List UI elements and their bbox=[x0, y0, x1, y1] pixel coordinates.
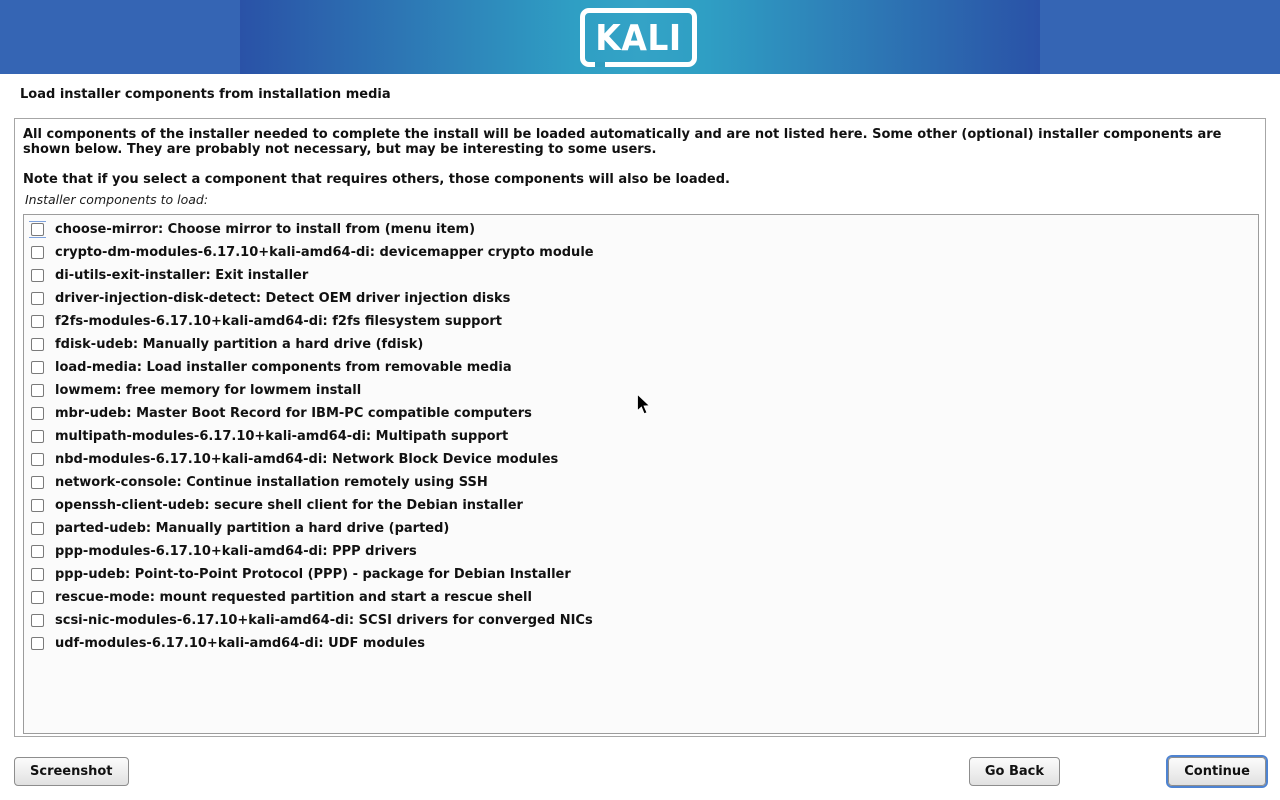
component-row[interactable] bbox=[24, 379, 1258, 402]
kali-logo-border-gap bbox=[595, 62, 605, 67]
component-checkbox[interactable] bbox=[31, 614, 44, 627]
component-row[interactable] bbox=[24, 356, 1258, 379]
installer-banner bbox=[0, 0, 1280, 74]
checkbox-focus-ring bbox=[29, 244, 46, 261]
component-checkbox[interactable] bbox=[31, 269, 44, 282]
footer-actions bbox=[14, 757, 1266, 787]
checkbox-focus-ring bbox=[29, 359, 46, 376]
component-checkbox[interactable] bbox=[31, 246, 44, 259]
component-label: scsi-nic-modules-6.17.10+kali-amd64-di: SCSI drivers for converged NICs bbox=[55, 613, 593, 628]
component-row[interactable] bbox=[24, 310, 1258, 333]
component-checkbox[interactable] bbox=[31, 315, 44, 328]
component-row[interactable] bbox=[24, 632, 1258, 655]
component-label: lowmem: free memory for lowmem install bbox=[55, 383, 362, 398]
component-label: driver-injection-disk-detect: Detect OEM driver injection disks bbox=[55, 291, 511, 306]
component-label: fdisk-udeb: Manually partition a hard drive (fdisk) bbox=[55, 337, 424, 352]
components-list-label: Installer components to load: bbox=[25, 192, 209, 207]
component-checkbox[interactable] bbox=[31, 568, 44, 581]
checkbox-focus-ring bbox=[29, 428, 46, 445]
checkbox-focus-ring bbox=[29, 474, 46, 491]
component-checkbox[interactable] bbox=[31, 430, 44, 443]
checkbox-focus-ring bbox=[29, 566, 46, 583]
component-checkbox[interactable] bbox=[31, 292, 44, 305]
component-checkbox[interactable] bbox=[31, 499, 44, 512]
component-checkbox[interactable] bbox=[31, 338, 44, 351]
component-label: openssh-client-udeb: secure shell client for the Debian installer bbox=[55, 498, 523, 513]
component-row[interactable] bbox=[24, 218, 1258, 241]
kali-logo bbox=[580, 8, 697, 67]
component-label: ppp-udeb: Point-to-Point Protocol (PPP) - package for Debian Installer bbox=[55, 567, 571, 582]
checkbox-focus-ring bbox=[29, 313, 46, 330]
checkbox-focus-ring bbox=[29, 405, 46, 422]
component-row[interactable] bbox=[24, 494, 1258, 517]
component-label: rescue-mode: mount requested partition and start a rescue shell bbox=[55, 590, 532, 605]
component-row[interactable] bbox=[24, 609, 1258, 632]
component-row[interactable] bbox=[24, 402, 1258, 425]
component-checkbox[interactable] bbox=[31, 637, 44, 650]
checkbox-focus-ring bbox=[29, 612, 46, 629]
component-checkbox[interactable] bbox=[31, 522, 44, 535]
checkbox-focus-ring bbox=[29, 543, 46, 560]
checkbox-focus-ring bbox=[29, 497, 46, 514]
go-back-button[interactable]: Go Back bbox=[969, 757, 1060, 786]
component-label: nbd-modules-6.17.10+kali-amd64-di: Network Block Device modules bbox=[55, 452, 559, 467]
component-label: ppp-modules-6.17.10+kali-amd64-di: PPP drivers bbox=[55, 544, 417, 559]
checkbox-focus-ring bbox=[29, 382, 46, 399]
component-row[interactable] bbox=[24, 264, 1258, 287]
component-row[interactable] bbox=[24, 287, 1258, 310]
note-text: Note that if you select a component that requires others, those components will also be loaded. bbox=[23, 172, 730, 187]
component-label: f2fs-modules-6.17.10+kali-amd64-di: f2fs filesystem support bbox=[55, 314, 502, 329]
component-row[interactable] bbox=[24, 471, 1258, 494]
component-label: load-media: Load installer components from removable media bbox=[55, 360, 512, 375]
continue-button[interactable]: Continue bbox=[1168, 757, 1266, 786]
component-row[interactable] bbox=[24, 448, 1258, 471]
component-label: udf-modules-6.17.10+kali-amd64-di: UDF modules bbox=[55, 636, 425, 651]
component-label: multipath-modules-6.17.10+kali-amd64-di: Multipath support bbox=[55, 429, 509, 444]
component-checkbox[interactable] bbox=[31, 476, 44, 489]
kali-logo-text: KALI bbox=[595, 16, 682, 59]
component-label: di-utils-exit-installer: Exit installer bbox=[55, 268, 309, 283]
component-checkbox[interactable] bbox=[31, 407, 44, 420]
component-list[interactable] bbox=[23, 214, 1259, 734]
component-checkbox[interactable] bbox=[31, 223, 44, 236]
component-checkbox[interactable] bbox=[31, 384, 44, 397]
checkbox-focus-ring bbox=[29, 267, 46, 284]
component-label: crypto-dm-modules-6.17.10+kali-amd64-di: devicemapper crypto module bbox=[55, 245, 594, 260]
checkbox-focus-ring bbox=[29, 221, 46, 238]
component-label: mbr-udeb: Master Boot Record for IBM-PC compatible computers bbox=[55, 406, 532, 421]
checkbox-focus-ring bbox=[29, 290, 46, 307]
checkbox-focus-ring bbox=[29, 336, 46, 353]
component-label: choose-mirror: Choose mirror to install from (menu item) bbox=[55, 222, 476, 237]
intro-text: All components of the installer needed to complete the install will be loaded automatically and are not listed here. Some other (optional) installer components are shown below. They are probably not necessary, but may be interesting to some users. bbox=[23, 127, 1222, 157]
component-checkbox[interactable] bbox=[31, 591, 44, 604]
component-row[interactable] bbox=[24, 517, 1258, 540]
component-row[interactable] bbox=[24, 586, 1258, 609]
component-row[interactable] bbox=[24, 241, 1258, 264]
component-row[interactable] bbox=[24, 540, 1258, 563]
component-row[interactable] bbox=[24, 333, 1258, 356]
component-checkbox[interactable] bbox=[31, 453, 44, 466]
page-title: Load installer components from installation media bbox=[20, 87, 391, 102]
content-frame bbox=[14, 118, 1266, 737]
checkbox-focus-ring bbox=[29, 451, 46, 468]
component-checkbox[interactable] bbox=[31, 361, 44, 374]
checkbox-focus-ring bbox=[29, 589, 46, 606]
component-label: network-console: Continue installation remotely using SSH bbox=[55, 475, 488, 490]
screenshot-button[interactable]: Screenshot bbox=[14, 757, 129, 786]
component-checkbox[interactable] bbox=[31, 545, 44, 558]
component-label: parted-udeb: Manually partition a hard drive (parted) bbox=[55, 521, 450, 536]
component-row[interactable] bbox=[24, 425, 1258, 448]
checkbox-focus-ring bbox=[29, 520, 46, 537]
component-row[interactable] bbox=[24, 563, 1258, 586]
checkbox-focus-ring bbox=[29, 635, 46, 652]
